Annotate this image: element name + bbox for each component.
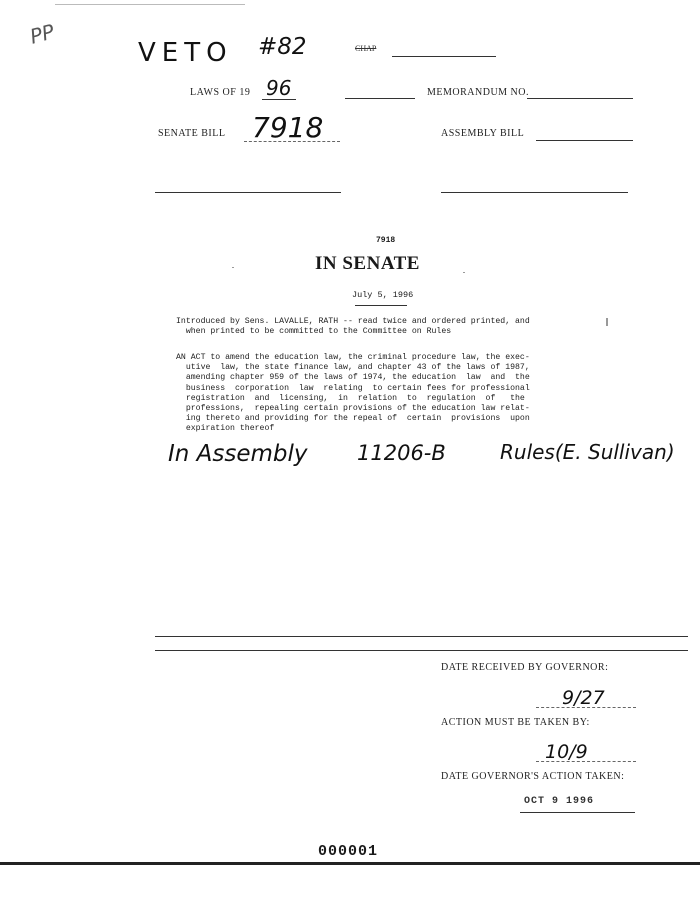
page-number: 000001 — [318, 843, 379, 860]
memorandum-label: MEMORANDUM NO. — [427, 87, 530, 98]
speck — [232, 267, 234, 268]
handwritten-rules: Rules(E. Sullivan) — [500, 440, 675, 464]
bill-date: July 5, 1996 — [352, 290, 414, 300]
blank-line-right — [441, 192, 628, 193]
date-action-value: OCT 9 1996 — [524, 796, 595, 807]
date-action-label: DATE GOVERNOR'S ACTION TAKEN: — [441, 771, 625, 782]
senate-bill-number: 7918 — [252, 111, 324, 144]
handwritten-in-assembly: In Assembly — [168, 441, 308, 467]
lower-rule-2 — [155, 650, 688, 651]
chapter-label: CHAP — [355, 44, 377, 53]
lower-rule-1 — [155, 636, 688, 637]
laws-blank-line — [345, 98, 415, 99]
date-received-line — [536, 707, 636, 708]
action-must-line — [536, 761, 636, 762]
senate-bill-label: SENATE BILL — [158, 128, 226, 139]
bill-number-small: 7918 — [376, 236, 396, 245]
top-rule — [55, 4, 245, 5]
blank-line-left — [155, 192, 341, 193]
laws-year-line — [262, 99, 296, 100]
introduction-text: Introduced by Sens. LAVALLE, RATH -- read twice and ordered printed, and when printed to be committed to the Committee on Rules — [176, 317, 530, 337]
action-must-label: ACTION MUST BE TAKEN BY: — [441, 717, 590, 728]
assembly-bill-label: ASSEMBLY BILL — [441, 128, 525, 139]
veto-number: #82 — [258, 34, 307, 60]
laws-label: LAWS OF 19 — [190, 87, 251, 98]
chapter-line — [392, 56, 496, 57]
bill-date-rule — [355, 305, 407, 306]
date-received-value: 9/27 — [562, 687, 605, 709]
action-must-value: 10/9 — [545, 741, 588, 763]
act-text: AN ACT to amend the education law, the criminal procedure law, the exec- utive law, the state finance law, and chapter 43 of the laws of 1987, amending chapter 959 of the laws of 1974, the education law and the business corporation law relating to certain fees for professional registration and licensing, in relation to regulation of the professions, repealing certain provisions of the education law relat- ing thereto and providing for the repeal of certain provisions upon expiration thereof — [176, 353, 530, 434]
date-action-line — [520, 812, 635, 813]
speck — [606, 318, 608, 326]
speck — [463, 272, 465, 273]
memorandum-line — [527, 98, 633, 99]
bottom-rule — [0, 862, 700, 865]
margin-initials: PP — [27, 19, 57, 49]
assembly-bill-line — [536, 140, 633, 141]
senate-bill-line — [244, 141, 340, 142]
veto-label: VETO — [138, 38, 233, 68]
handwritten-assembly-number: 11206-B — [357, 441, 446, 465]
date-received-label: DATE RECEIVED BY GOVERNOR: — [441, 662, 609, 673]
laws-year: 96 — [266, 76, 292, 100]
chamber-title: IN SENATE — [315, 253, 420, 274]
